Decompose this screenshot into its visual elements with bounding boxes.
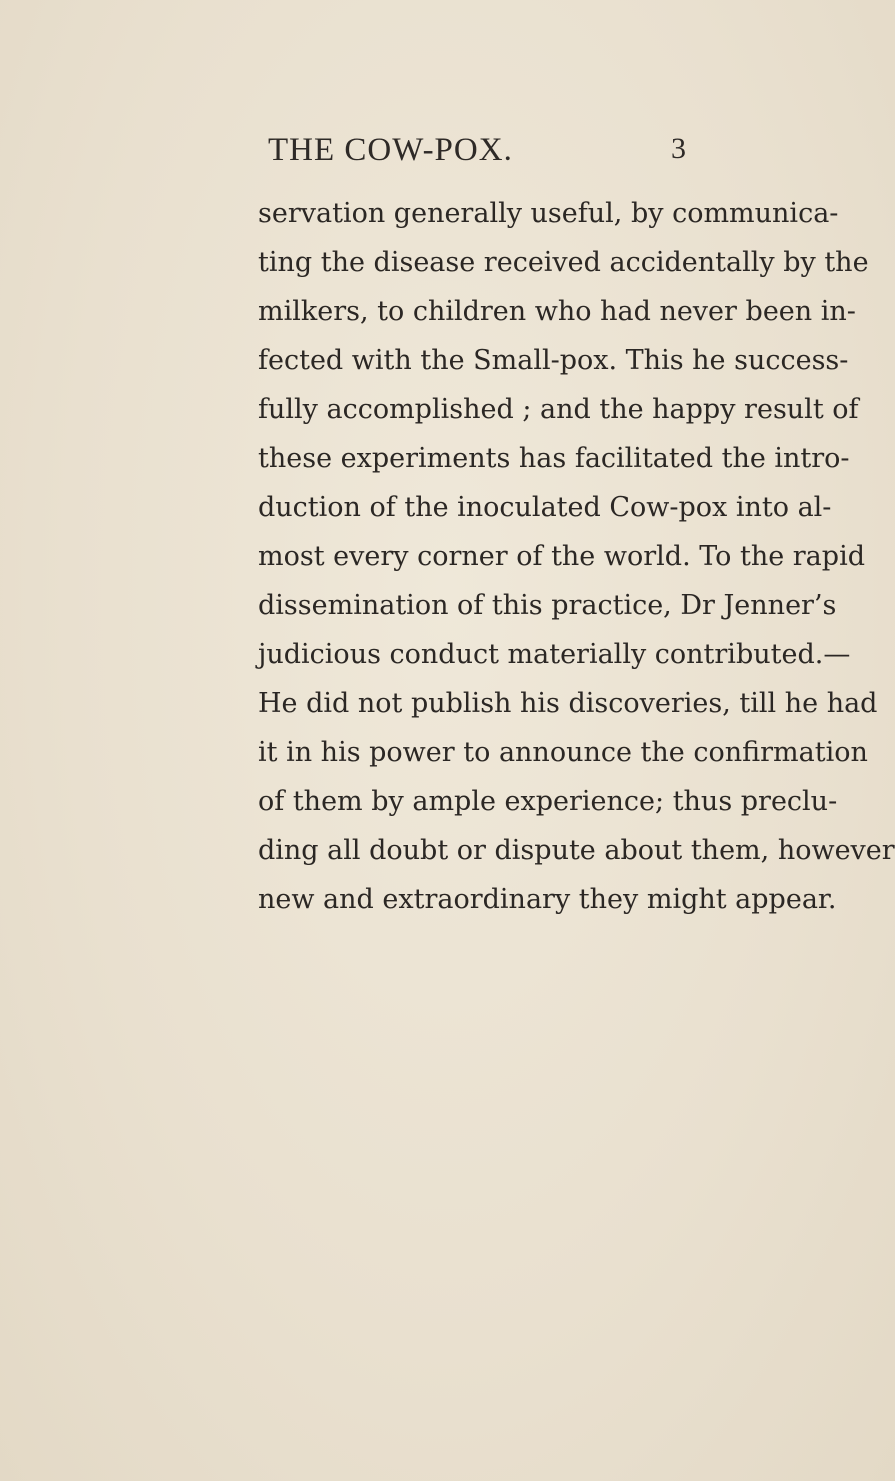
text-line: most every corner of the world. To the rapid [258,541,865,572]
text-line: fected with the Small-pox. This he success- [258,345,849,376]
text-line: fully accomplished ; and the happy result of [258,394,859,425]
page-number: 3 [671,132,686,165]
text-line: ding all doubt or dispute about them, however [258,835,895,866]
running-title: THE COW-POX. [268,132,513,168]
text-line: milkers, to children who had never been in- [258,296,856,327]
text-line: ting the disease received accidentally by the [258,247,869,278]
text-line: of them by ample experience; thus preclu- [258,786,838,817]
text-line: dissemination of this practice, Dr Jenner’s [258,590,837,621]
text-line: duction of the inoculated Cow-pox into al- [258,492,832,523]
text-line: new and extraordinary they might appear. [258,884,837,915]
text-line: servation generally useful, by communica- [258,198,839,229]
text-line: these experiments has facilitated the intro- [258,443,850,474]
text-line: He did not publish his discoveries, till he had [258,688,878,719]
running-head [0,132,800,172]
text-line: judicious conduct materially contributed.— [258,639,851,670]
text-line: it in his power to announce the confirmation [258,737,868,768]
